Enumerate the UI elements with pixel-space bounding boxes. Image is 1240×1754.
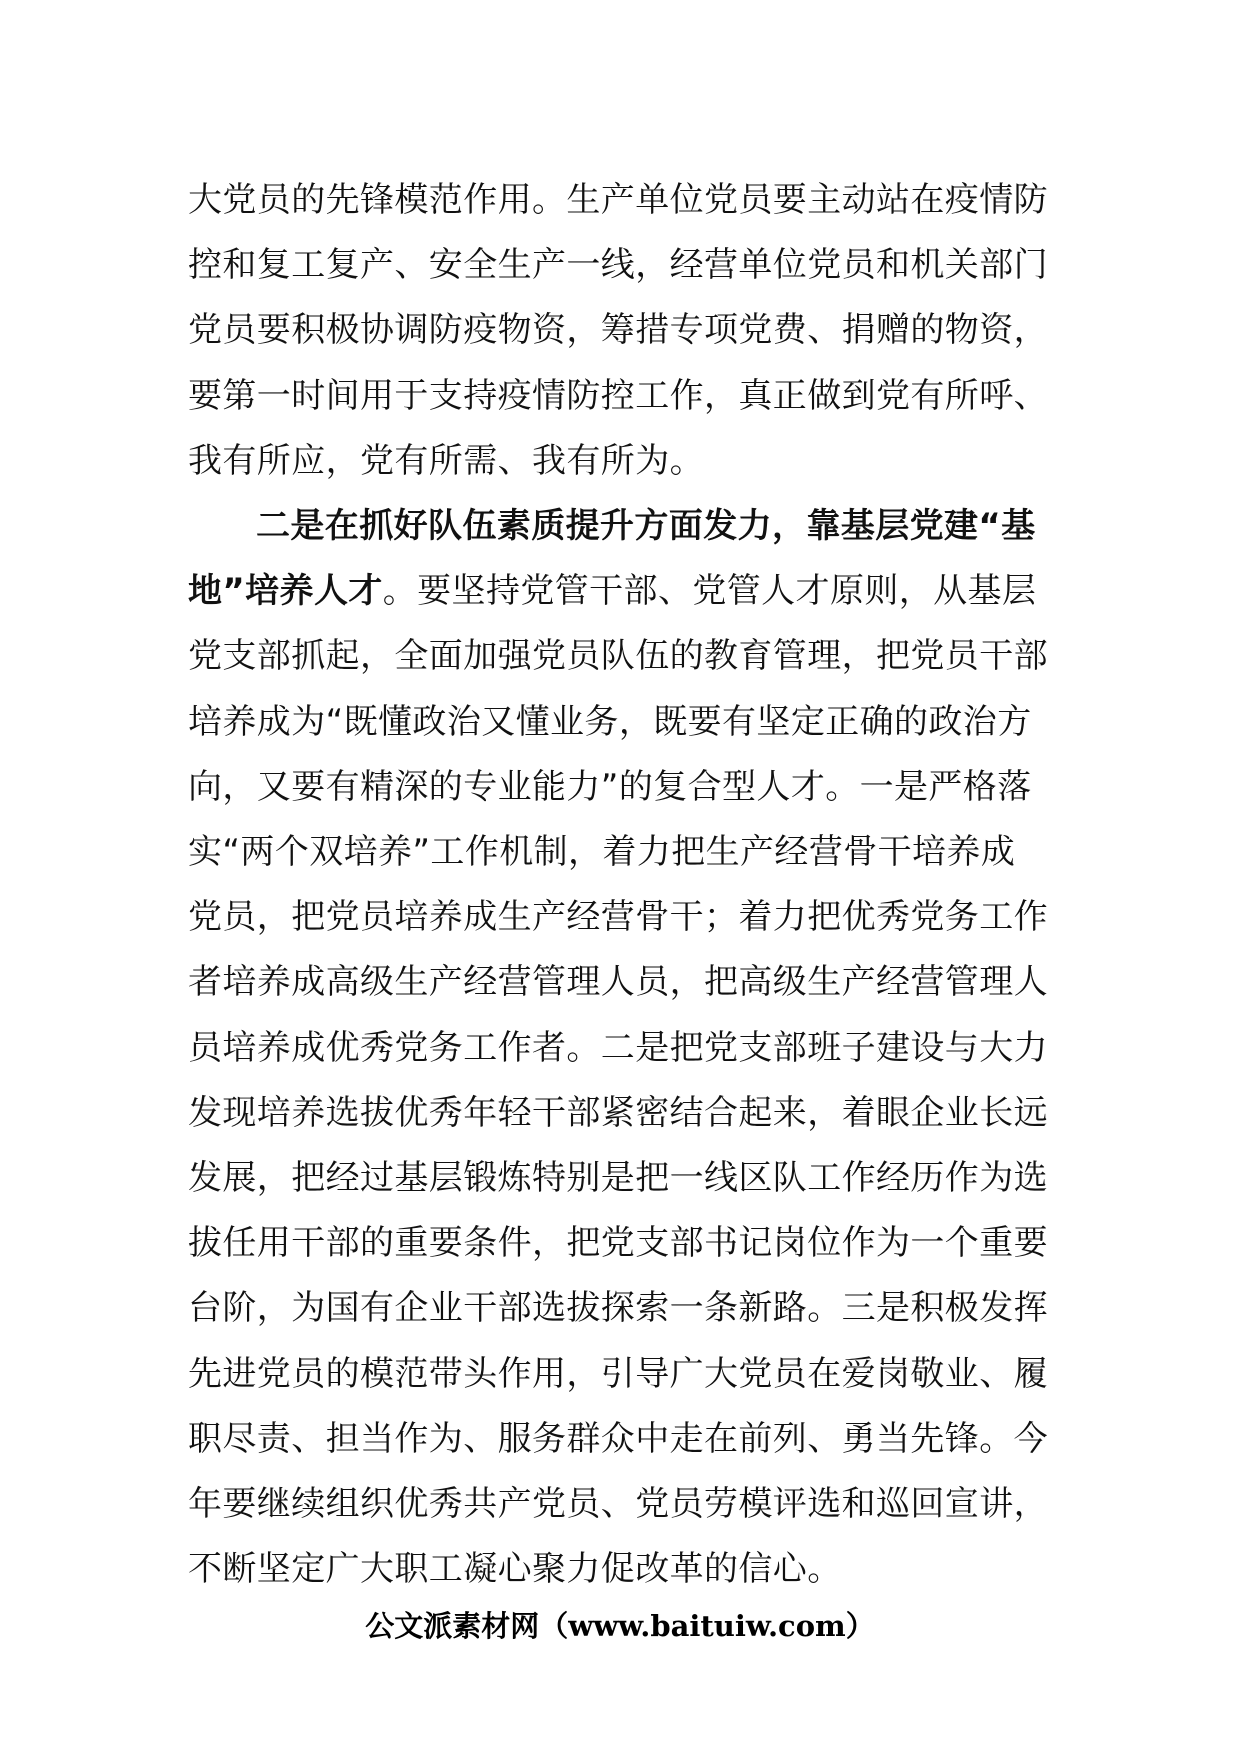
paragraph-2-line: 实“两个双培养”工作机制，着力把生产经营骨干培养成	[188, 832, 1016, 873]
paragraph-2-line: 党支部抓起，全面加强党员队伍的教育管理，把党员干部	[188, 636, 1048, 677]
section-heading-line-2	[188, 559, 1058, 624]
paragraph-2-line: 者培养成高级生产经营管理人员，把高级生产经营管理人	[188, 962, 1048, 1003]
paragraph-2-line: 年要继续组织优秀共产党员、党员劳模评选和巡回宣讲，	[188, 1484, 1048, 1525]
paragraph-2-line: 不断坚定广大职工凝心聚力促改革的信心。	[188, 1549, 842, 1590]
paragraph-2-line: 拔任用干部的重要条件，把党支部书记岗位作为一个重要	[188, 1223, 1048, 1264]
section-heading-line: 二是在抓好队伍素质提升方面发力，靠基层党建“基	[256, 506, 1036, 547]
paragraph-2-line: 党员，把党员培养成生产经营骨干；着力把优秀党务工作	[188, 897, 1048, 938]
section-heading-bold: 地”培养人才	[188, 571, 383, 612]
paragraph-2-line: 发展，把经过基层锻炼特别是把一线区队工作经历作为选	[188, 1158, 1048, 1199]
paragraph-1-line: 控和复工复产、安全生产一线，经营单位党员和机关部门	[188, 245, 1048, 286]
paragraph-2-line: 职尽责、担当作为、服务群众中走在前列、勇当先锋。今	[188, 1418, 1048, 1459]
paragraph-2-line: 培养成为“既懂政治又懂业务，既要有坚定正确的政治方	[188, 701, 1032, 742]
section-heading-rest: 。要坚持党管干部、党管人才原则，从基层	[382, 571, 1037, 612]
paragraph-1-line: 党员要积极协调防疫物资，筹措专项党费、捐赠的物资，	[188, 310, 1048, 351]
paragraph-2-line: 员培养成优秀党务工作者。二是把党支部班子建设与大力	[188, 1027, 1048, 1068]
paragraph-1-line: 大党员的先锋模范作用。生产单位党员要主动站在疫情防	[188, 180, 1048, 220]
paragraph-2-line: 发现培养选拔优秀年轻干部紧密结合起来，着眼企业长远	[188, 1092, 1048, 1133]
paragraph-1-line: 要第一时间用于支持疫情防控工作，真正做到党有所呼、	[188, 375, 1048, 416]
paragraph-1-line: 我有所应，党有所需、我有所为。	[188, 440, 704, 481]
paragraph-2-line: 先进党员的模范带头作用，引导广大党员在爱岗敬业、履	[188, 1353, 1048, 1394]
footer-source-text: 公文派素材网（www.baituiw.com）	[365, 1609, 875, 1643]
document-body	[188, 168, 1058, 1602]
paragraph-2-line: 台阶，为国有企业干部选拔探索一条新路。三是积极发挥	[188, 1288, 1048, 1329]
paragraph-2-line: 向，又要有精深的专业能力”的复合型人才。一是严格落	[188, 766, 1032, 807]
